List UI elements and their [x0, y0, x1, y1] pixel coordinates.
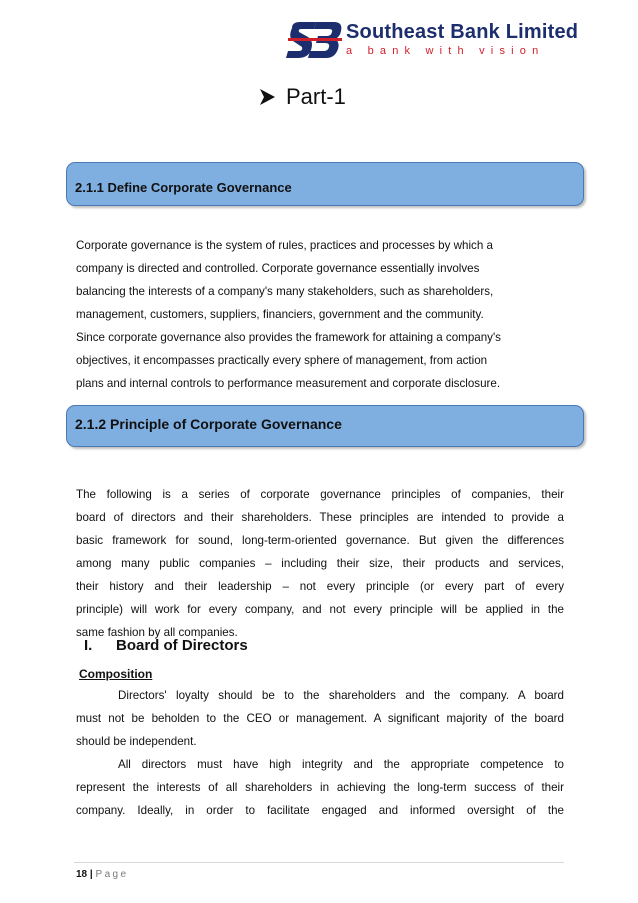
part-heading: [258, 84, 346, 110]
text-line: board of directors and their shareholders. These principles are intended to provide a: [76, 511, 564, 524]
subsection-number: I.: [84, 637, 93, 654]
page-label: Page: [95, 869, 129, 880]
section-title: 2.1.2 Principle of Corporate Governance: [75, 416, 342, 432]
section2-paragraph: [76, 483, 564, 644]
text-line: Corporate governance is the system of rules, practices and processes by which a: [76, 239, 493, 252]
text-line: should be independent.: [76, 735, 197, 748]
subsection-title: Board of Directors: [116, 637, 248, 654]
bank-tagline: a bank with vision: [346, 45, 545, 57]
text-line: Directors' loyalty should be to the shareholders and the company. A board: [118, 689, 564, 702]
text-line: company. Ideally, in order to facilitate engaged and informed oversight of the: [76, 804, 564, 817]
section-title: 2.1.1 Define Corporate Governance: [75, 180, 292, 195]
bank-logo: [286, 20, 631, 60]
sb-monogram-icon: [286, 20, 344, 60]
text-line: same fashion by all companies.: [76, 626, 238, 639]
text-line: objectives, it encompasses practically every sphere of management, from action: [76, 354, 488, 367]
arrow-bullet-icon: [258, 88, 276, 106]
text-line: plans and internal controls to performance measurement and corporate disclosure.: [76, 377, 501, 390]
text-line: The following is a series of corporate governance principles of companies, their: [76, 488, 564, 501]
footer-divider: [74, 862, 564, 863]
text-line: All directors must have high integrity and the appropriate competence to: [118, 758, 564, 771]
text-line: their history and their leadership – not every principle (or every part of every: [76, 580, 564, 593]
text-line: Since corporate governance also provides the framework for attaining a company's: [76, 331, 501, 344]
subsection-heading: [84, 637, 248, 654]
text-line: company is directed and controlled. Corporate governance essentially involves: [76, 262, 480, 275]
page-footer: [76, 869, 128, 880]
text-line: balancing the interests of a company's many stakeholders, such as shareholders,: [76, 285, 494, 298]
text-line: principle) will work for every company, and not every principle will be applied in the: [76, 603, 564, 616]
text-line: management, customers, suppliers, financiers, government and the community.: [76, 308, 484, 321]
composition-heading: Composition: [79, 667, 153, 681]
text-line: basic framework for sound, long-term-oriented governance. But given the differences: [76, 534, 564, 547]
section-header-box: [66, 405, 584, 447]
page-number: 18: [76, 869, 88, 880]
part-title-text: Part-1: [286, 84, 346, 109]
section-header-box: [66, 162, 584, 206]
composition-paragraph: [76, 684, 564, 822]
text-line: represent the interests of all shareholders in achieving the long-term success of their: [76, 781, 564, 794]
text-line: among many public companies – including their size, their products and services,: [76, 557, 564, 570]
section1-paragraph: [76, 234, 564, 395]
footer-separator: |: [89, 869, 93, 880]
text-line: must not be beholden to the CEO or management. A significant majority of the board: [76, 712, 564, 725]
bank-name: Southeast Bank Limited: [346, 21, 579, 43]
